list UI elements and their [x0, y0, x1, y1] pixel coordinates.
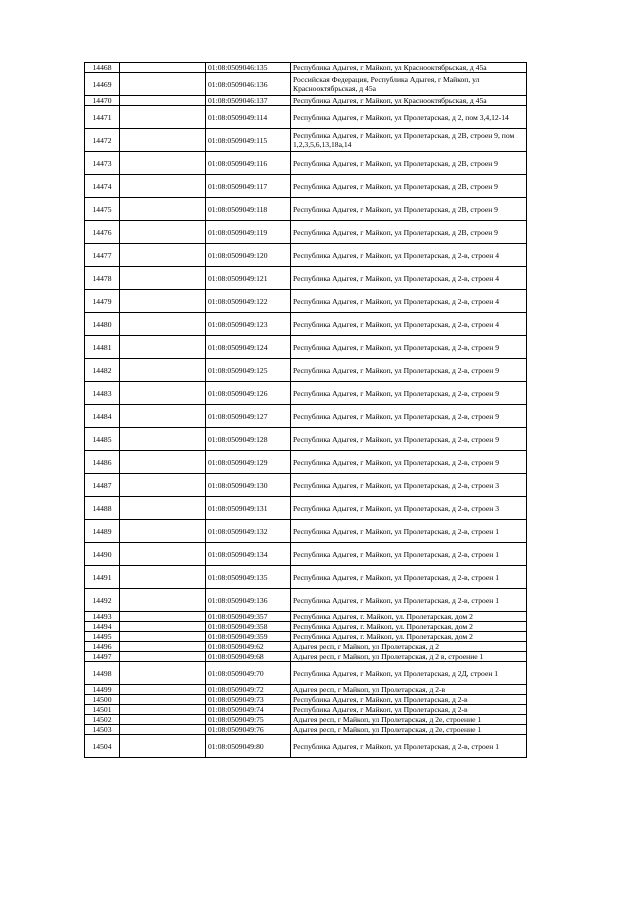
- address: Республика Адыгея, г Майкоп, ул Пролетарская, д 2-в, строен 9: [291, 405, 527, 428]
- empty-cell: [120, 543, 206, 566]
- cadastral-number: 01:08:0509049:115: [206, 129, 291, 152]
- cadastral-number: 01:08:0509049:122: [206, 290, 291, 313]
- address: Республика Адыгея, г Майкоп, ул Пролетарская, д 2-в, строен 1: [291, 543, 527, 566]
- address: Республика Адыгея, г Майкоп, ул Пролетарская, д 2-в, строен 9: [291, 428, 527, 451]
- row-number: 14496: [85, 642, 120, 652]
- cadastral-number: 01:08:0509049:116: [206, 152, 291, 175]
- address: Республика Адыгея, г Майкоп, ул Пролетарская, д 2Д, строен 1: [291, 662, 527, 685]
- empty-cell: [120, 290, 206, 313]
- row-number: 14495: [85, 632, 120, 642]
- address: Республика Адыгея, г Майкоп, ул Пролетарская, д 2В, строен 9: [291, 152, 527, 175]
- empty-cell: [120, 198, 206, 221]
- address: Республика Адыгея, г Майкоп, ул Пролетарская, д 2-в, строен 1: [291, 589, 527, 612]
- address: Республика Адыгея, г Майкоп, ул Пролетарская, д 2-в, строен 3: [291, 497, 527, 520]
- empty-cell: [120, 336, 206, 359]
- empty-cell: [120, 313, 206, 336]
- empty-cell: [120, 129, 206, 152]
- address: Республика Адыгея, г Майкоп, ул Пролетарская, д 2, пом 3,4,12-14: [291, 106, 527, 129]
- table-row: [85, 474, 527, 497]
- row-number: 14480: [85, 313, 120, 336]
- empty-cell: [120, 735, 206, 758]
- cadastral-number: 01:08:0509049:114: [206, 106, 291, 129]
- cadastral-number: 01:08:0509049:126: [206, 382, 291, 405]
- table-row: [85, 405, 527, 428]
- registry-table: [84, 62, 527, 758]
- empty-cell: [120, 428, 206, 451]
- table-row: [85, 589, 527, 612]
- table-row: [85, 642, 527, 652]
- address: Адыгея респ, г Майкоп, ул Пролетарская, д 2-в: [291, 685, 527, 695]
- table-row: [85, 451, 527, 474]
- cadastral-number: 01:08:0509049:118: [206, 198, 291, 221]
- table-row: [85, 359, 527, 382]
- cadastral-number: 01:08:0509049:128: [206, 428, 291, 451]
- table-row: [85, 632, 527, 642]
- cadastral-number: 01:08:0509046:137: [206, 96, 291, 106]
- table-row: [85, 705, 527, 715]
- empty-cell: [120, 652, 206, 662]
- row-number: 14479: [85, 290, 120, 313]
- row-number: 14497: [85, 652, 120, 662]
- cadastral-number: 01:08:0509049:123: [206, 313, 291, 336]
- address: Республика Адыгея, г. Майкоп, ул. Пролетарская, дом 2: [291, 622, 527, 632]
- table-row: [85, 63, 527, 73]
- cadastral-number: 01:08:0509049:135: [206, 566, 291, 589]
- cadastral-number: 01:08:0509046:136: [206, 73, 291, 96]
- address: Республика Адыгея, г Майкоп, ул Пролетарская, д 2-в, строен 1: [291, 566, 527, 589]
- table-row: [85, 662, 527, 685]
- cadastral-number: 01:08:0509049:358: [206, 622, 291, 632]
- cadastral-number: 01:08:0509049:132: [206, 520, 291, 543]
- address: Адыгея респ, г Майкоп, ул Пролетарская, д 2: [291, 642, 527, 652]
- empty-cell: [120, 359, 206, 382]
- table-row: [85, 152, 527, 175]
- empty-cell: [120, 589, 206, 612]
- table-row: [85, 129, 527, 152]
- table-row: [85, 566, 527, 589]
- table-row: [85, 96, 527, 106]
- empty-cell: [120, 715, 206, 725]
- row-number: 14483: [85, 382, 120, 405]
- address: Республика Адыгея, г Майкоп, ул Пролетарская, д 2-в, строен 9: [291, 382, 527, 405]
- address: Республика Адыгея, г Майкоп, ул Пролетарская, д 2-в: [291, 695, 527, 705]
- cadastral-number: 01:08:0509049:359: [206, 632, 291, 642]
- table-row: [85, 336, 527, 359]
- empty-cell: [120, 106, 206, 129]
- table-row: [85, 106, 527, 129]
- table-row: [85, 622, 527, 632]
- empty-cell: [120, 695, 206, 705]
- table-row: [85, 725, 527, 735]
- cadastral-number: 01:08:0509049:134: [206, 543, 291, 566]
- table-row: [85, 612, 527, 622]
- registry-table-body: [85, 63, 527, 758]
- cadastral-number: 01:08:0509049:73: [206, 695, 291, 705]
- empty-cell: [120, 566, 206, 589]
- address: Республика Адыгея, г Майкоп, ул Пролетарская, д 2-в, строен 1: [291, 520, 527, 543]
- cadastral-number: 01:08:0509049:136: [206, 589, 291, 612]
- address: Республика Адыгея, г Майкоп, ул Пролетарская, д 2-в, строен 3: [291, 474, 527, 497]
- row-number: 14481: [85, 336, 120, 359]
- row-number: 14491: [85, 566, 120, 589]
- row-number: 14474: [85, 175, 120, 198]
- row-number: 14470: [85, 96, 120, 106]
- cadastral-number: 01:08:0509049:75: [206, 715, 291, 725]
- row-number: 14503: [85, 725, 120, 735]
- table-row: [85, 497, 527, 520]
- cadastral-number: 01:08:0509049:117: [206, 175, 291, 198]
- row-number: 14489: [85, 520, 120, 543]
- empty-cell: [120, 451, 206, 474]
- table-row: [85, 685, 527, 695]
- table-row: [85, 695, 527, 705]
- address: Республика Адыгея, г Майкоп, ул Пролетарская, д 2-в, строен 9: [291, 359, 527, 382]
- cadastral-number: 01:08:0509049:127: [206, 405, 291, 428]
- row-number: 14493: [85, 612, 120, 622]
- address: Республика Адыгея, г Майкоп, ул Краснооктябрьская, д 45а: [291, 96, 527, 106]
- empty-cell: [120, 382, 206, 405]
- row-number: 14473: [85, 152, 120, 175]
- address: Республика Адыгея, г. Майкоп, ул. Пролетарская, дом 2: [291, 612, 527, 622]
- table-row: [85, 382, 527, 405]
- table-row: [85, 543, 527, 566]
- empty-cell: [120, 622, 206, 632]
- cadastral-number: 01:08:0509046:135: [206, 63, 291, 73]
- row-number: 14494: [85, 622, 120, 632]
- row-number: 14492: [85, 589, 120, 612]
- table-row: [85, 198, 527, 221]
- row-number: 14468: [85, 63, 120, 73]
- address: Республика Адыгея, г Майкоп, ул Пролетарская, д 2-в, строен 1: [291, 735, 527, 758]
- table-row: [85, 715, 527, 725]
- empty-cell: [120, 632, 206, 642]
- address: Республика Адыгея, г Майкоп, ул Пролетарская, д 2-в, строен 4: [291, 313, 527, 336]
- table-row: [85, 735, 527, 758]
- table-row: [85, 428, 527, 451]
- cadastral-number: 01:08:0509049:121: [206, 267, 291, 290]
- cadastral-number: 01:08:0509049:76: [206, 725, 291, 735]
- row-number: 14484: [85, 405, 120, 428]
- row-number: 14478: [85, 267, 120, 290]
- row-number: 14487: [85, 474, 120, 497]
- empty-cell: [120, 705, 206, 715]
- empty-cell: [120, 152, 206, 175]
- address: Республика Адыгея, г Майкоп, ул Краснооктябрьская, д 45а: [291, 63, 527, 73]
- table-row: [85, 221, 527, 244]
- empty-cell: [120, 63, 206, 73]
- address: Российская Федерация, Республика Адыгея, г Майкоп, ул Краснооктябрьская, д 45а: [291, 73, 527, 96]
- empty-cell: [120, 96, 206, 106]
- row-number: 14499: [85, 685, 120, 695]
- row-number: 14482: [85, 359, 120, 382]
- row-number: 14500: [85, 695, 120, 705]
- address: Республика Адыгея, г Майкоп, ул Пролетарская, д 2-в, строен 4: [291, 267, 527, 290]
- table-row: [85, 652, 527, 662]
- table-row: [85, 175, 527, 198]
- row-number: 14477: [85, 244, 120, 267]
- cadastral-number: 01:08:0509049:129: [206, 451, 291, 474]
- empty-cell: [120, 244, 206, 267]
- row-number: 14486: [85, 451, 120, 474]
- table-row: [85, 520, 527, 543]
- cadastral-number: 01:08:0509049:68: [206, 652, 291, 662]
- row-number: 14469: [85, 73, 120, 96]
- row-number: 14502: [85, 715, 120, 725]
- address: Республика Адыгея, г Майкоп, ул Пролетарская, д 2-в, строен 4: [291, 290, 527, 313]
- empty-cell: [120, 497, 206, 520]
- cadastral-number: 01:08:0509049:125: [206, 359, 291, 382]
- table-row: [85, 313, 527, 336]
- row-number: 14485: [85, 428, 120, 451]
- empty-cell: [120, 662, 206, 685]
- address: Республика Адыгея, г Майкоп, ул Пролетарская, д 2В, строен 9: [291, 198, 527, 221]
- cadastral-number: 01:08:0509049:119: [206, 221, 291, 244]
- address: Адыгея респ, г Майкоп, ул Пролетарская, д 2е, строение 1: [291, 725, 527, 735]
- cadastral-number: 01:08:0509049:74: [206, 705, 291, 715]
- cadastral-number: 01:08:0509049:62: [206, 642, 291, 652]
- cadastral-number: 01:08:0509049:120: [206, 244, 291, 267]
- empty-cell: [120, 221, 206, 244]
- cadastral-number: 01:08:0509049:131: [206, 497, 291, 520]
- empty-cell: [120, 175, 206, 198]
- table-row: [85, 267, 527, 290]
- address: Республика Адыгея, г Майкоп, ул Пролетарская, д 2-в, строен 4: [291, 244, 527, 267]
- row-number: 14471: [85, 106, 120, 129]
- cadastral-number: 01:08:0509049:70: [206, 662, 291, 685]
- table-row: [85, 73, 527, 96]
- address: Республика Адыгея, г Майкоп, ул Пролетарская, д 2В, строен 9, пом 1,2,3,5,6,13,18а,14: [291, 129, 527, 152]
- address: Республика Адыгея, г Майкоп, ул Пролетарская, д 2-в: [291, 705, 527, 715]
- row-number: 14490: [85, 543, 120, 566]
- empty-cell: [120, 520, 206, 543]
- empty-cell: [120, 642, 206, 652]
- row-number: 14498: [85, 662, 120, 685]
- row-number: 14501: [85, 705, 120, 715]
- empty-cell: [120, 73, 206, 96]
- row-number: 14472: [85, 129, 120, 152]
- cadastral-number: 01:08:0509049:357: [206, 612, 291, 622]
- table-row: [85, 290, 527, 313]
- empty-cell: [120, 474, 206, 497]
- address: Республика Адыгея, г Майкоп, ул Пролетарская, д 2В, строен 9: [291, 221, 527, 244]
- address: Адыгея респ, г Майкоп, ул Пролетарская, д 2е, строение 1: [291, 715, 527, 725]
- address: Республика Адыгея, г Майкоп, ул Пролетарская, д 2В, строен 9: [291, 175, 527, 198]
- row-number: 14504: [85, 735, 120, 758]
- cadastral-number: 01:08:0509049:80: [206, 735, 291, 758]
- row-number: 14476: [85, 221, 120, 244]
- cadastral-number: 01:08:0509049:72: [206, 685, 291, 695]
- row-number: 14475: [85, 198, 120, 221]
- empty-cell: [120, 725, 206, 735]
- empty-cell: [120, 612, 206, 622]
- row-number: 14488: [85, 497, 120, 520]
- empty-cell: [120, 685, 206, 695]
- address: Адыгея респ, г Майкоп, ул Пролетарская, д 2 в, строение 1: [291, 652, 527, 662]
- address: Республика Адыгея, г Майкоп, ул Пролетарская, д 2-в, строен 9: [291, 336, 527, 359]
- empty-cell: [120, 267, 206, 290]
- address: Республика Адыгея, г Майкоп, ул Пролетарская, д 2-в, строен 9: [291, 451, 527, 474]
- empty-cell: [120, 405, 206, 428]
- cadastral-number: 01:08:0509049:124: [206, 336, 291, 359]
- cadastral-number: 01:08:0509049:130: [206, 474, 291, 497]
- address: Республика Адыгея, г. Майкоп, ул. Пролетарская, дом 2: [291, 632, 527, 642]
- table-row: [85, 244, 527, 267]
